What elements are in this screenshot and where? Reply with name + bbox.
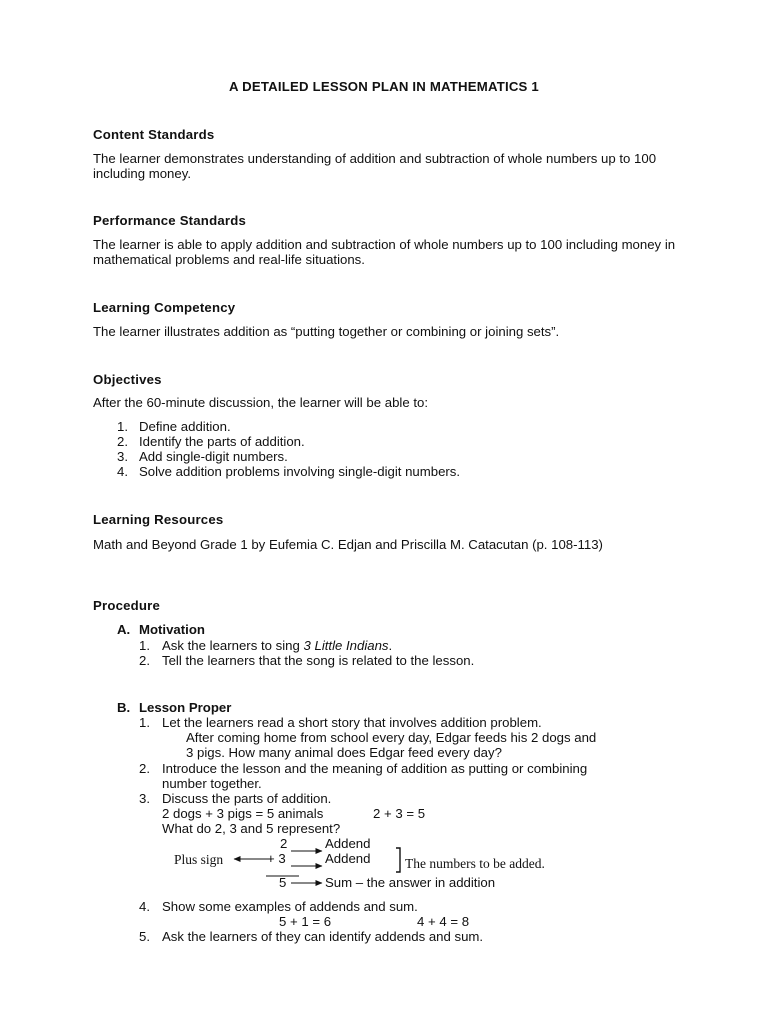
section-letter: B.	[117, 700, 131, 715]
motivation-item-2: Tell the learners that the song is related to the lesson.	[162, 653, 475, 668]
addend-1-value: 2	[280, 836, 288, 851]
song-title: 3 Little Indians	[303, 638, 389, 653]
section-label: Motivation	[139, 622, 205, 637]
motivation-item-1-number: 1.	[139, 638, 150, 653]
item-number: 3.	[117, 449, 128, 464]
item-number: 4.	[117, 464, 128, 479]
objectives-intro: After the 60-minute discussion, the learner will be able to:	[93, 395, 428, 410]
lesson-item-2-line-1: Introduce the lesson and the meaning of addition as putting or combining	[162, 761, 588, 776]
story-line-1: After coming home from school every day, Edgar feeds his 2 dogs and	[186, 730, 597, 745]
item-text: Add single-digit numbers.	[139, 449, 288, 464]
performance-standards-text: The learner is able to apply addition and subtraction of whole numbers up to 100 including money in mathematical problems and real-life situations.	[93, 237, 676, 267]
learning-competency-heading: Learning Competency	[93, 300, 236, 315]
lesson-item-4: Show some examples of addends and sum.	[162, 899, 418, 914]
item-text: Ask the learners to sing	[162, 638, 304, 653]
bracket-icon	[396, 848, 400, 872]
example-equation-2: 4 + 4 = 8	[417, 914, 470, 929]
example-numbers: 2 + 3 = 5	[373, 806, 426, 821]
lesson-item-2-number: 2.	[139, 761, 150, 776]
lesson-item-1: Let the learners read a short story that involves addition problem.	[162, 715, 542, 730]
item-text: Define addition.	[139, 419, 231, 434]
lesson-item-1-number: 1.	[139, 715, 150, 730]
story-line-2: 3 pigs. How many animal does Edgar feed every day?	[186, 745, 502, 760]
performance-standards-heading: Performance Standards	[93, 213, 246, 228]
item-number: 1.	[117, 419, 128, 434]
item-text-suffix: .	[388, 638, 393, 653]
learning-resources-text: Math and Beyond Grade 1 by Eufemia C. Edjan and Priscilla M. Catacutan (p. 108-113)	[93, 537, 603, 552]
section-label: Lesson Proper	[139, 700, 232, 715]
content-standards-heading: Content Standards	[93, 127, 215, 142]
content-standards-text: The learner demonstrates understanding of addition and subtraction of whole numbers up to 100 including money.	[93, 151, 657, 181]
learning-competency-text: The learner illustrates addition as “putting together or combining or joining sets”.	[93, 324, 560, 339]
sum-value: 5	[279, 875, 287, 890]
lesson-item-3-number: 3.	[139, 791, 150, 806]
addend-1-label: Addend	[325, 836, 371, 851]
item-number: 2.	[117, 434, 128, 449]
lesson-item-3: Discuss the parts of addition.	[162, 791, 332, 806]
lesson-item-5-number: 5.	[139, 929, 150, 944]
document-title: A DETAILED LESSON PLAN IN MATHEMATICS 1	[229, 79, 539, 94]
plus-sign-label: Plus sign	[174, 852, 224, 867]
addend-2-value: + 3	[267, 851, 286, 866]
representation-question: What do 2, 3 and 5 represent?	[162, 821, 341, 836]
addends-note: The numbers to be added.	[405, 856, 545, 871]
item-text: Solve addition problems involving single-digit numbers.	[139, 464, 461, 479]
lesson-item-4-number: 4.	[139, 899, 150, 914]
section-letter: A.	[117, 622, 131, 637]
motivation-item-2-number: 2.	[139, 653, 150, 668]
sum-label: Sum – the answer in addition	[325, 875, 496, 890]
procedure-heading: Procedure	[93, 598, 161, 613]
item-text: Identify the parts of addition.	[139, 434, 305, 449]
lesson-item-5: Ask the learners of they can identify addends and sum.	[162, 929, 484, 944]
example-equation-1: 5 + 1 = 6	[279, 914, 332, 929]
lesson-item-2-line-2: number together.	[162, 776, 262, 791]
example-words: 2 dogs + 3 pigs = 5 animals	[162, 806, 324, 821]
addend-2-label: Addend	[325, 851, 371, 866]
learning-resources-heading: Learning Resources	[93, 512, 224, 527]
objectives-heading: Objectives	[93, 372, 162, 387]
